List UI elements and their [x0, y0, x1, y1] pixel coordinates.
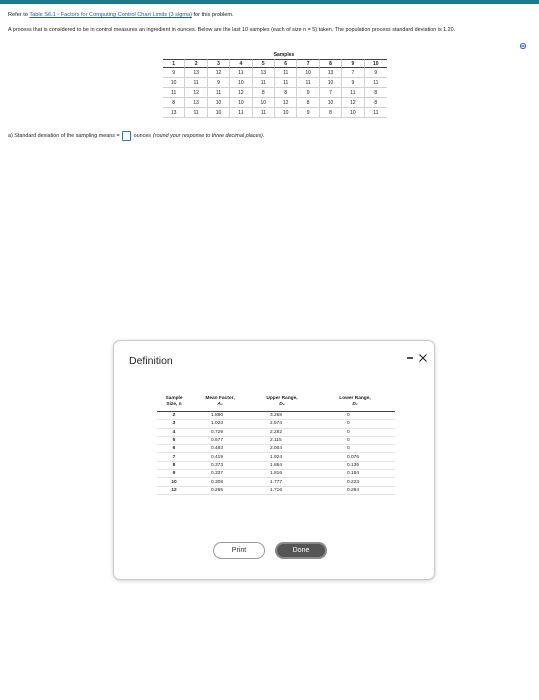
sample-cell: 12: [208, 68, 230, 78]
sample-cell: 8: [297, 98, 319, 108]
sample-cell: 11: [230, 68, 252, 78]
top-accent-bar: [0, 0, 539, 4]
cell-d4: 1.816: [270, 471, 283, 477]
cell-d3: 0: [347, 413, 350, 419]
done-button[interactable]: Done: [275, 542, 327, 559]
table-row: [157, 437, 395, 445]
sample-cell: 8: [275, 88, 297, 98]
print-button[interactable]: Print: [213, 542, 265, 559]
cell-d4: 2.282: [270, 429, 283, 435]
sample-cell: 11: [230, 108, 252, 118]
cell-d3: 0: [347, 429, 350, 435]
close-icon[interactable]: [418, 353, 428, 363]
factors-table: [157, 392, 395, 495]
table-row: [157, 412, 395, 420]
table-row: [157, 420, 395, 428]
question-label: a) Standard deviation of the sampling means =: [8, 133, 120, 139]
cell-d3: 0: [347, 421, 350, 427]
cell-d3: 0.076: [347, 454, 360, 460]
sample-cell: 10: [253, 98, 275, 108]
answer-hint: (round your response to three decimal places).: [153, 133, 265, 139]
definition-dialog: [113, 340, 435, 580]
samples-table: [163, 51, 387, 118]
sample-cell: 10: [208, 108, 230, 118]
sample-header: 5: [253, 59, 275, 68]
sample-header: 10: [365, 59, 387, 68]
sample-cell: 8: [163, 98, 185, 108]
sample-cell: 11: [253, 78, 275, 88]
cell-d4: 1.777: [270, 479, 283, 485]
refer-prefix: Refer to: [8, 12, 30, 18]
cell-d3: 0.136: [347, 462, 360, 468]
cell-d3: 0: [347, 438, 350, 444]
sample-header: 6: [275, 59, 297, 68]
sample-cell: 13: [163, 108, 185, 118]
table-row: [157, 470, 395, 478]
sample-cell: 13: [185, 98, 207, 108]
col-header-d3: Lower Range, D₃: [339, 395, 371, 407]
cell-n: 6: [172, 446, 176, 452]
sample-cell: 11: [342, 88, 364, 98]
samples-grid: [163, 59, 387, 118]
sample-cell: 8: [253, 88, 275, 98]
cell-a2: 0.373: [211, 462, 224, 468]
sample-cell: 10: [297, 68, 319, 78]
cell-a2: 0.266: [211, 487, 224, 493]
sample-header: 1: [163, 59, 185, 68]
refer-line: [8, 12, 234, 18]
cell-d4: 1.716: [270, 487, 283, 493]
factors-table-header: [157, 392, 395, 412]
cell-n: 7: [172, 454, 176, 460]
sample-cell: 7: [342, 68, 364, 78]
sample-cell: 9: [297, 108, 319, 118]
cell-n: 3: [172, 421, 176, 427]
sample-cell: 11: [365, 78, 387, 88]
table-row: [157, 445, 395, 453]
sample-cell: 9: [365, 68, 387, 78]
cell-n: 9: [172, 471, 176, 477]
cell-d4: 1.864: [270, 462, 283, 468]
cell-d4: 2.574: [270, 421, 283, 427]
sample-header: 9: [342, 59, 364, 68]
sample-cell: 10: [230, 78, 252, 88]
col-header-d4: Upper Range, D₄: [266, 395, 298, 407]
sample-cell: 10: [163, 78, 185, 88]
sample-cell: 12: [185, 88, 207, 98]
sample-cell: 11: [297, 78, 319, 88]
cell-a2: 0.337: [211, 471, 224, 477]
sample-header: 4: [230, 59, 252, 68]
sample-cell: 11: [253, 108, 275, 118]
sample-cell: 11: [275, 78, 297, 88]
cell-d4: 2.115: [270, 438, 282, 444]
more-options-icon[interactable]: [519, 42, 527, 50]
sample-cell: 12: [342, 98, 364, 108]
cell-a2: 0.729: [211, 429, 224, 435]
sample-cell: 10: [320, 78, 342, 88]
cell-d3: 0.223: [347, 479, 360, 485]
sample-cell: 10: [230, 98, 252, 108]
col-header-a2: Mean Factor, A₂: [205, 395, 235, 407]
factors-table-body: [157, 412, 395, 495]
cell-n: 12: [171, 487, 177, 493]
answer-unit: ounces: [133, 133, 152, 139]
sample-cell: 13: [320, 68, 342, 78]
table-row: [157, 453, 395, 461]
sample-cell: 8: [320, 108, 342, 118]
sample-header: 8: [320, 59, 342, 68]
cell-a2: 0.483: [211, 446, 224, 452]
sample-cell: 10: [275, 108, 297, 118]
sample-header: 3: [208, 59, 230, 68]
cell-d3: 0.184: [347, 471, 360, 477]
table-row: [157, 478, 395, 486]
cell-d4: 2.004: [270, 446, 283, 452]
sample-cell: 9: [208, 78, 230, 88]
sample-cell: 11: [185, 108, 207, 118]
dialog-title: Definition: [129, 355, 173, 367]
table-row: [157, 429, 395, 437]
sample-cell: 9: [342, 78, 364, 88]
sample-cell: 12: [275, 98, 297, 108]
cell-a2: 0.577: [211, 438, 224, 444]
sample-cell: 13: [185, 68, 207, 78]
cell-n: 2: [172, 413, 176, 419]
problem-statement: A process that is considered to be in control measures an ingredient in ounces. Below are the last 10 samples (each of size n = 5) taken. The population process standard deviation is 1.20.: [8, 27, 456, 33]
table-link[interactable]: Table S6.1 - Factors for Computing Control Chart Limits (3 sigma): [29, 12, 192, 18]
sample-cell: 7: [320, 88, 342, 98]
sample-cell: 10: [320, 98, 342, 108]
sample-cell: 12: [230, 88, 252, 98]
sample-cell: 13: [253, 68, 275, 78]
sample-cell: 9: [297, 88, 319, 98]
sample-cell: 11: [208, 88, 230, 98]
cell-a2: 0.419: [211, 454, 224, 460]
sample-cell: 10: [342, 108, 364, 118]
sample-cell: 11: [185, 78, 207, 88]
sample-cell: 11: [275, 68, 297, 78]
cell-d4: 3.268: [270, 413, 283, 419]
sample-cell: 11: [365, 108, 387, 118]
sample-cell: 10: [208, 98, 230, 108]
question-a: [8, 130, 264, 142]
table-row: [157, 462, 395, 470]
cell-a2: 1.023: [211, 421, 224, 427]
table-row: [157, 487, 395, 495]
cell-d3: 0.284: [347, 487, 360, 493]
cell-d4: 1.924: [270, 454, 283, 460]
cell-n: 4: [172, 429, 176, 435]
cell-a2: 0.308: [211, 479, 224, 485]
sample-header: 7: [297, 59, 319, 68]
samples-title: Samples: [273, 52, 295, 58]
sample-header: 2: [185, 59, 207, 68]
minimize-icon[interactable]: [406, 354, 414, 362]
col-header-n: Sample Size, n: [165, 395, 183, 407]
refer-suffix: for this problem.: [191, 12, 234, 18]
cell-n: 10: [171, 479, 177, 485]
answer-input[interactable]: [122, 131, 131, 141]
sample-cell: 8: [365, 88, 387, 98]
sample-cell: 11: [163, 88, 185, 98]
cell-d3: 0: [347, 446, 350, 452]
sample-cell: 8: [365, 98, 387, 108]
cell-a2: 1.880: [211, 413, 224, 419]
sample-cell: 9: [163, 68, 185, 78]
cell-n: 8: [172, 462, 176, 468]
cell-n: 5: [172, 438, 176, 444]
